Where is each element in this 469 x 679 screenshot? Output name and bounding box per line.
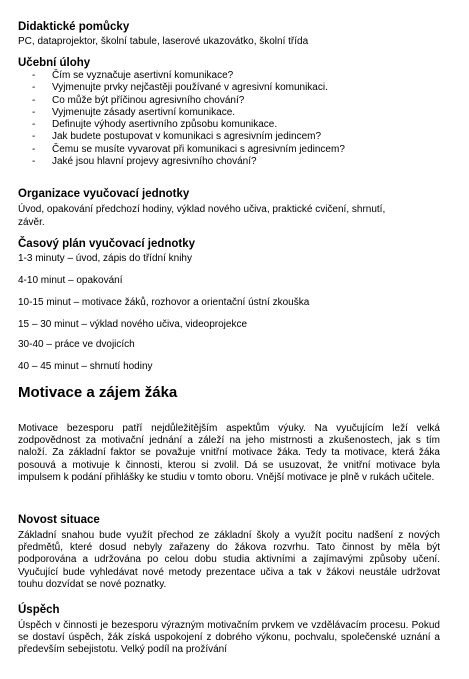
novost-heading: Novost situace <box>18 514 100 526</box>
motivace-paragraph: Motivace bezesporu patří nejdůležitějším aspektům výuky. Na vyučujícím leží velká zodpovědnost za motivační jednání a záleží na jeho mistrnosti a zkušenostech, jak s tím naloží. Za základní faktor se považuje vnitřní motivace žáka. Tedy ta motivace, která žáka posouvá a motivuje k činnosti, kterou si zvolil. Dá se usuzovat, že vnitřní motivace byla impulsem k podání přihlášky ke studiu v tomto oboru. Vnější motivace je plně v rukách učitele. <box>18 423 440 483</box>
list-item: - Vyjmenujte zásady asertivní komunikace. <box>32 106 236 118</box>
ucebni-heading: Učební úlohy <box>18 57 91 69</box>
casovy-item: 30-40 – práce ve dvojicích <box>18 339 135 350</box>
casovy-item: 10-15 minut – motivace žáků, rozhovor a orientační ústní zkouška <box>18 297 310 308</box>
organizace-line1: Úvod, opakování předchozí hodiny, výklad nového učiva, praktické cvičení, shrnutí, <box>18 204 386 215</box>
motivace-heading: Motivace a zájem žáka <box>18 384 178 401</box>
uspech-paragraph: Úspěch v činnosti je bezesporu výrazným motivačním prvkem ve vzdělávacím procesu. Pokud se dostaví úspěch, žák získá uspokojení z dobrého výkonu, pochvalu, společenské uznání a především sebejistotu. Velký podíl na prožívání <box>18 620 440 656</box>
didakticke-heading: Didaktické pomůcky <box>18 21 130 33</box>
casovy-item: 4-10 minut – opakování <box>18 275 123 286</box>
casovy-item: 15 – 30 minut – výklad nového učiva, videoprojekce <box>18 319 248 330</box>
casovy-item: 40 – 45 minut – shrnutí hodiny <box>18 361 153 372</box>
list-item: - Jaké jsou hlavní projevy agresivního chování? <box>32 156 257 168</box>
uspech-heading: Úspěch <box>18 604 60 616</box>
list-item: - Jak budete postupovat v komunikaci s agresivním jedincem? <box>32 131 322 143</box>
list-item: - Co může být příčinou agresivního chování? <box>32 94 245 106</box>
casovy-item: 1-3 minuty – úvod, zápis do třídní knihy <box>18 253 192 264</box>
list-item: - Definujte výhody asertivního způsobu komunikace. <box>32 119 278 131</box>
casovy-heading: Časový plán vyučovací jednotky <box>18 238 196 250</box>
novost-paragraph: Základní snahou bude využít přechod ze základní školy a využít pocitu nadšení z nových předmětů, které dosud nebyly zařazeny do žákova rozvrhu. Tato činnost by měla být podporována a udržována po celou dobu studia aktivními a zajímavými způsoby učení. Vyučující bude vyhledávat nové metody prezentace učiva a tak v žákovi neustále udržovat touhu dozvídat se nové poznatky. <box>18 530 440 590</box>
organizace-line2: závěr. <box>18 217 45 228</box>
list-item: - Čemu se musíte vyvarovat při komunikaci s agresivním jedincem? <box>32 143 345 155</box>
ucebni-list <box>32 70 345 168</box>
list-item: - Vyjmenujte prvky nejčastěji používané v agresivní komunikaci. <box>32 82 328 94</box>
organizace-heading: Organizace vyučovací jednotky <box>18 188 190 200</box>
list-item: - Čím se vyznačuje asertivní komunikace? <box>32 70 234 81</box>
didakticke-text: PC, dataprojektor, školní tabule, laserové ukazovátko, školní třída <box>18 36 309 47</box>
